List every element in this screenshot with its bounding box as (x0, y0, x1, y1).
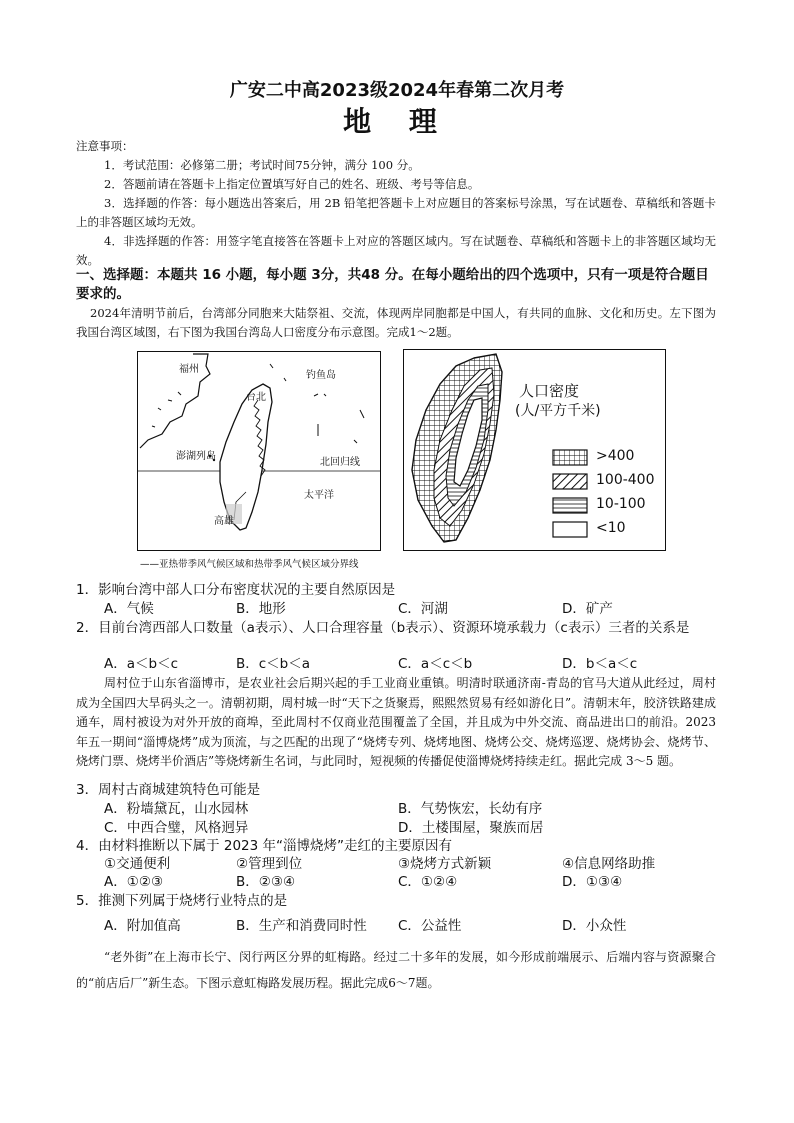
section-intro: 2024年清明节前后，台湾部分同胞来大陆祭祖、交流，体现两岸同胞都是中国人，有共同的血脉、文化和历史。左下图为我国台湾区域图，右下图为我国台湾岛人口密度分布示意图。完成1～2题。 (76, 306, 716, 339)
q4-sub-1: ①交通便利 (104, 856, 171, 872)
legend-label-mid-low: 10-100 (596, 496, 646, 512)
question-1-stem: 1．影响台湾中部人口分布密度状况的主要自然原因是 (76, 582, 396, 598)
q1-option-b: B．地形 (236, 601, 286, 617)
q3-option-c: C．中西合璧，风格迥异 (104, 820, 249, 836)
label-diaoyu: 钓鱼岛 (306, 370, 336, 381)
q2-option-b: B．c＜b＜a (236, 656, 311, 672)
label-penghu: 澎湖列岛 (176, 451, 216, 462)
q2-option-a: A．a＜b＜c (104, 656, 178, 672)
question-5-stem: 5．推测下列属于烧烤行业特点的是 (76, 893, 288, 909)
q5-option-c: C．公益性 (398, 918, 462, 934)
q2-option-c: C．a＜c＜b (398, 656, 473, 672)
legend-unit: (人/平方千米) (515, 403, 601, 419)
q4-sub-3: ③烧烤方式新颖 (398, 856, 492, 872)
label-fuzhou: 福州 (179, 364, 199, 375)
q3-option-d: D．土楼围屋，聚族而居 (398, 820, 544, 836)
small-islets (270, 364, 286, 381)
q4-sub-4: ④信息网络助推 (562, 856, 656, 872)
passage-zhoucun: 周村位于山东省淄博市，是农业社会后期兴起的手工业商业重镇。明清时联通济南-青岛的官马大道从此经过，周村成为全国四大旱码头之一。清朝初期，周村城一时“天下之货聚焉，熙熙然贸易有经如游化日”。清朝末年，胶济铁路建成通车，周村被设为对外开放的商埠，至此周村不仅商业范围覆盖了全国，并且成为中外交流、商品进出口的前沿。2023年五一期间“淄博烧烤”成为顶流，与之匹配的出现了“烧烤专列、烧烤地图、烧烤公交、烧烤巡逻、烧烤协会、烧烤节、烧烤门票、烧烤半价酒店”等烧烤新生名词，与此同时，短视频的传播促使淄博烧烤持续走红。据此完成 3～5 题。 (76, 676, 716, 768)
q5-option-a: A．附加值高 (104, 918, 181, 934)
legend-swatch-high (553, 450, 587, 465)
notice-item-1: 1．考试范围：必修第二册；考试时间75分钟，满分 100 分。 (104, 158, 420, 172)
map-left-caption: ——亚热带季风气候区域和热带季风气候区域分界线 (140, 559, 359, 570)
question-2-stem: 2．目前台湾西部人口数量（a表示）、人口合理容量（b表示）、资源环境承载力（c表示）三者的关系是 (76, 620, 690, 636)
notice-item-2: 2．答题前请在答题卡上指定位置填写好自己的姓名、班级、考号等信息。 (104, 177, 480, 191)
legend-swatch-mid-high (553, 474, 587, 489)
label-gaoxiong: 高雄 (214, 516, 234, 527)
q5-option-b: B．生产和消费同时性 (236, 918, 367, 934)
q1-option-c: C．河湖 (398, 601, 448, 617)
q1-option-d: D．矿产 (562, 601, 613, 617)
legend-swatch-mid-low (553, 498, 587, 513)
q4-option-a: A．①②③ (104, 874, 164, 890)
diaoyu-islands (314, 394, 326, 396)
taiwan-region-map (137, 351, 381, 551)
question-3-stem: 3．周村古商城建筑特色可能是 (76, 782, 261, 798)
q5-option-d: D．小众性 (562, 918, 627, 934)
q2-option-d: D．b＜a＜c (562, 656, 638, 672)
subject-title: 地 理 (343, 105, 451, 138)
legend-label-mid-high: 100-400 (596, 472, 655, 488)
q1-option-a: A．气候 (104, 601, 154, 617)
exam-title: 广安二中高2023级2024年春第二次月考 (229, 80, 565, 101)
q4-option-b: B．②③④ (236, 874, 296, 890)
ryukyu-islands (354, 410, 364, 443)
section-heading: 一、选择题：本题共 16 小题，每小题 3分，共48 分。在每小题给出的四个选项中，只有一项是符合题目要求的。 (76, 267, 709, 302)
legend-title: 人口密度 (519, 382, 580, 400)
q4-option-c: C．①②④ (398, 874, 458, 890)
question-4-stem: 4．由材料推断以下属于 2023 年“淄博烧烤”走红的主要原因有 (76, 838, 453, 854)
label-pacific: 太平洋 (304, 490, 334, 501)
q3-option-a: A．粉墙黛瓦，山水园林 (104, 801, 249, 817)
mainland-coast (140, 354, 210, 448)
q4-option-d: D．①③④ (562, 874, 623, 890)
legend-label-high: >400 (596, 448, 635, 464)
label-taibei: 台北 (246, 392, 266, 403)
q4-sub-2: ②管理到位 (236, 856, 303, 872)
notice-item-3: 3．选择题的作答：每小题选出答案后，用 2B 铅笔把答题卡上对应题目的答案标号涂黑，写在试题卷、草稿纸和答题卡上的非答题区域均无效。 (76, 196, 716, 229)
q3-option-b: B．气势恢宏，长幼有序 (398, 801, 543, 817)
notice-item-4: 4．非选择题的作答：用签字笔直接答在答题卡上对应的答题区域内。写在试题卷、草稿纸和答题卡上的非答题区域均无效。 (76, 234, 716, 267)
label-tropic: 北回归线 (320, 457, 360, 468)
legend-swatch-low (553, 522, 587, 537)
taiwan-region-map-drawing (138, 352, 380, 550)
population-density-map (403, 349, 666, 551)
passage-laowaijie: “老外街”在上海市长宁、闵行两区分界的虹梅路。经过二十多年的发展，如今形成前端展示、后端内容与资源聚合的“前店后厂”新生态。下图示意虹梅路发展历程。据此完成6～7题。 (76, 950, 716, 990)
coast-islands (152, 392, 181, 427)
notice-heading: 注意事项： (76, 139, 134, 153)
legend-label-low: <10 (596, 520, 626, 536)
